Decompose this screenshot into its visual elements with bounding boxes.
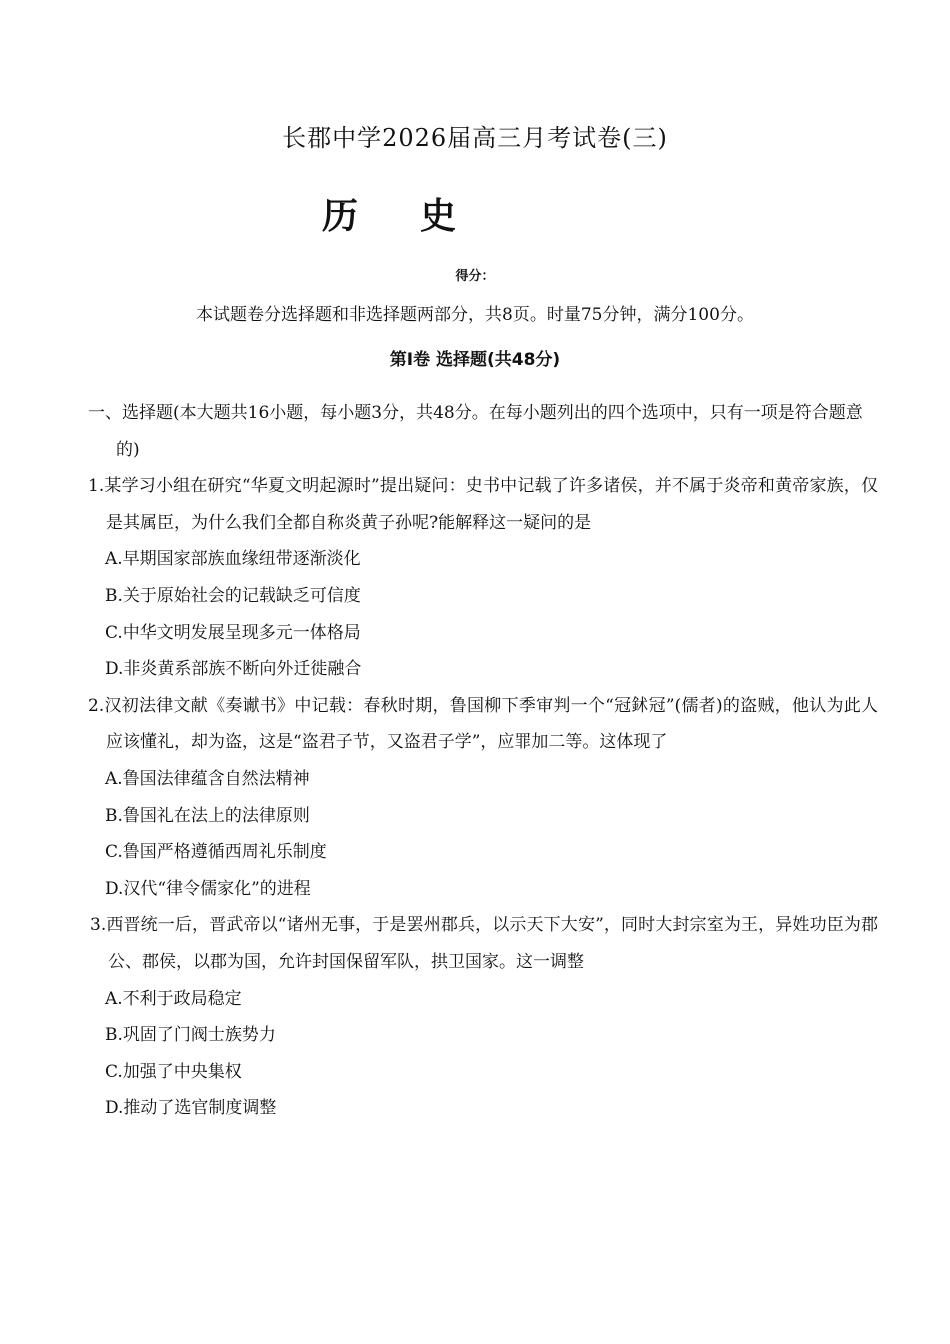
question-3 [88,907,878,1127]
question-stem: 1.某学习小组在研究“华夏文明起源时”提出疑问：史书中记载了许多诸侯，并不属于炎帝和黄帝家族，仅是其属臣，为什么我们全都自称炎黄子孙呢?能解释这一疑问的是 [88,476,878,533]
subject-title: 历史 [322,196,519,237]
question-list [88,395,878,1127]
option-a: A.不利于政局稳定 [105,988,242,1009]
score-label: 得分： [455,269,495,284]
question-2 [88,688,878,908]
option-c: C.加强了中央集权 [105,1061,242,1082]
option-c: C.鲁国严格遵循西周礼乐制度 [105,842,327,863]
option-b: B.鲁国礼在法上的法律原则 [105,805,310,826]
option-d: D.非炎黄系部族不断向外迁徙融合 [105,659,362,680]
exam-intro: 本试题卷分选择题和非选择题两部分，共8页。时量75分钟，满分100分。 [196,305,754,325]
option-d: D.推动了选官制度调整 [105,1098,277,1119]
part-title: 第Ⅰ卷 选择题(共48分) [389,350,561,370]
question-stem: 2.汉初法律文献《奏谳书》中记载：春秋时期，鲁国柳下季审判一个“冠鉥冠”(儒者)的盗贼，他认为此人应该懂礼，却为盗，这是“盗君子节，又盗君子学”，应罪加二等。这体现了 [88,695,878,753]
option-c: C.中华文明发展呈现多元一体格局 [105,622,361,643]
option-b: B.巩固了门阀士族势力 [105,1025,276,1046]
option-a: A.鲁国法律蕴含自然法精神 [105,768,310,789]
option-d: D.汉代“律令儒家化”的进程 [105,878,311,899]
question-1 [88,468,878,688]
option-a: A.早期国家部族血缘纽带逐渐淡化 [105,549,361,570]
question-stem: 3.西晋统一后，晋武帝以“诸州无事，于是罢州郡兵，以示天下大安”，同时大封宗室为王，异姓功臣为郡公、郡侯，以郡为国，允许封国保留军队，拱卫国家。这一调整 [90,915,878,972]
section-heading: 一、选择题(本大题共16小题，每小题3分，共48分。在每小题列出的四个选项中，只有一项是符合题意的) [88,403,863,460]
exam-title: 长郡中学2026届高三月考试卷(三) [282,124,668,152]
option-b: B.关于原始社会的记载缺乏可信度 [105,585,361,606]
